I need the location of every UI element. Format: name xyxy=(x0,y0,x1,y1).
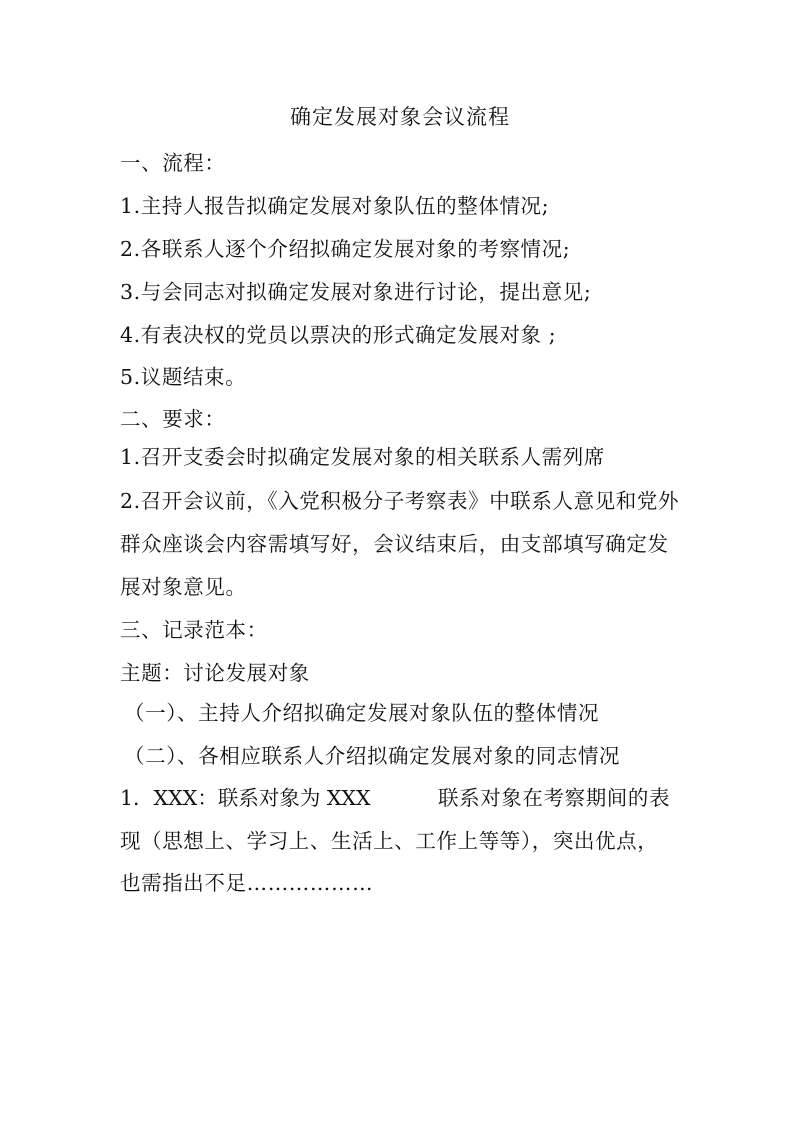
record-example-contact: 1．XXX：联系对象为 XXX xyxy=(120,786,371,810)
record-subsection-1: （一）、主持人介绍拟确定发展对象队伍的整体情况 xyxy=(124,701,600,725)
process-item-2: 2.各联系人逐个介绍拟确定发展对象的考察情况; xyxy=(120,237,571,261)
section-1-heading: 一、流程： xyxy=(120,151,226,175)
requirement-item-2-line-1: 2.召开会议前，《入党积极分子考察表》中联系人意见和党外 xyxy=(120,489,680,513)
record-topic: 主题：讨论发展对象 xyxy=(120,661,310,685)
record-example-performance-start: 联系对象在考察期间的表 xyxy=(438,786,671,810)
record-example-line-3: 也需指出不足……………… xyxy=(120,871,374,895)
requirement-item-1: 1.召开支委会时拟确定发展对象的相关联系人需列席 xyxy=(120,445,605,469)
requirement-item-2-line-2: 群众座谈会内容需填写好，会议结束后，由支部填写确定发 xyxy=(120,532,669,556)
section-3-heading: 三、记录范本： xyxy=(120,618,268,642)
requirement-item-2-line-3: 展对象意见。 xyxy=(120,575,247,599)
section-2-heading: 二、要求： xyxy=(120,407,226,431)
process-item-4: 4.有表决权的党员以票决的形式确定发展对象 ; xyxy=(120,323,557,347)
record-subsection-2: （二）、各相应联系人介绍拟确定发展对象的同志情况 xyxy=(124,744,621,768)
document-title: 确定发展对象会议流程 xyxy=(290,105,510,129)
process-item-1: 1.主持人报告拟确定发展对象队伍的整体情况; xyxy=(120,194,550,218)
record-example-line-2: 现（思想上、学习上、生活上、工作上等等），突出优点， xyxy=(120,829,659,853)
process-item-5: 5.议题结束。 xyxy=(120,365,247,389)
process-item-3: 3.与会同志对拟确定发展对象进行讨论，提出意见; xyxy=(120,280,592,304)
